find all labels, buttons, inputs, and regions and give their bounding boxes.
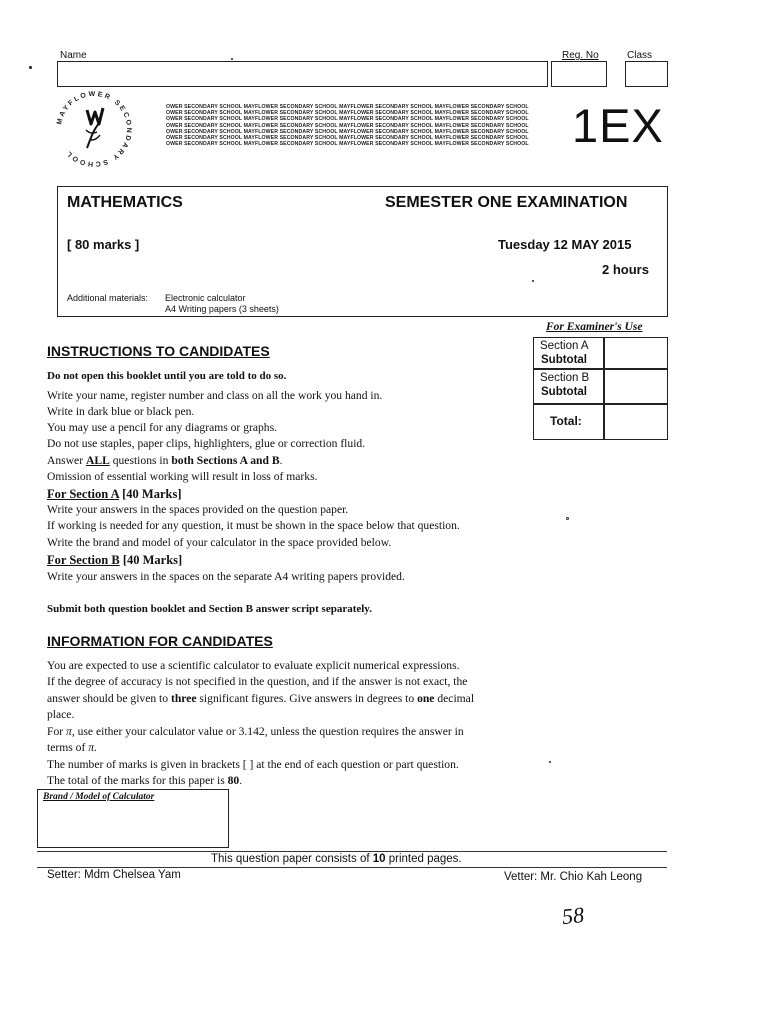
- info-line8-pre: The total of the marks for this paper is: [47, 774, 228, 787]
- instruction-line: Write the brand and model of your calculator in the space provided below.: [47, 536, 392, 549]
- total-marks: [ 80 marks ]: [67, 237, 140, 252]
- instruction-line: Write your answers in the spaces provided on the question paper.: [47, 503, 349, 516]
- materials-item: Electronic calculator: [165, 293, 246, 303]
- info-line5-post: , use either your calculator value or 3.142, unless the question requires the answer in: [71, 725, 464, 738]
- exam-date: Tuesday 12 MAY 2015: [498, 237, 632, 252]
- scan-speck: [566, 517, 569, 520]
- total-label: Total:: [550, 414, 582, 428]
- info-line6-pre: terms of: [47, 741, 89, 754]
- info-three: three: [170, 692, 197, 705]
- scan-speck: [29, 66, 32, 69]
- exam-duration: 2 hours: [602, 262, 649, 277]
- table-row-divider: [533, 403, 668, 405]
- instruction-line: Write your name, register number and class on all the work you hand in.: [47, 389, 383, 402]
- exam-title: SEMESTER ONE EXAMINATION: [385, 194, 628, 211]
- paper-code: 1EX: [572, 99, 664, 152]
- info-line3-pre: answer should be given to: [47, 692, 171, 705]
- watermark-line: OWER SECONDARY SCHOOL MAYFLOWER SECONDARY SCHOOL MAYFLOWER SECONDARY SCHOOL MAYFLOWER SECONDARY SCHOOL: [166, 110, 529, 117]
- section-b-label: Section B: [540, 372, 590, 384]
- answer-mid: questions in: [109, 454, 172, 467]
- answer-all: ALL: [85, 454, 110, 467]
- instruction-line: Write in dark blue or black pen.: [47, 405, 195, 418]
- instruction-first: Do not open this booklet until you are told to do so.: [47, 370, 287, 382]
- section-a-label: Section A: [540, 340, 589, 352]
- regno-field[interactable]: [551, 61, 607, 87]
- info-line6-end: .: [94, 741, 97, 754]
- pi-symbol: π: [88, 741, 95, 754]
- watermark-line: OWER SECONDARY SCHOOL MAYFLOWER SECONDARY SCHOOL MAYFLOWER SECONDARY SCHOOL MAYFLOWER SECONDARY SCHOOL: [166, 141, 529, 148]
- school-crest: [53, 88, 135, 170]
- svg-text:MAYFLOWER SECONDARY SCHOOL: MAYFLOWER SECONDARY SCHOOL: [56, 90, 133, 168]
- section-b-heading: [47, 552, 182, 568]
- name-field[interactable]: [57, 61, 548, 87]
- instruction-answer-all: [47, 453, 282, 469]
- section-a-subtotal: Subtotal: [541, 354, 587, 366]
- instruction-line: Write your answers in the spaces on the separate A4 writing papers provided.: [47, 570, 405, 583]
- section-b-subtotal: Subtotal: [541, 386, 587, 398]
- answer-end: .: [279, 454, 283, 467]
- footer-divider: [37, 867, 667, 868]
- class-label: Class: [627, 50, 653, 61]
- section-b-marks: [40 Marks]: [119, 553, 183, 567]
- info-line: [47, 691, 474, 707]
- page-count-pre: This question paper consists of: [211, 853, 373, 865]
- materials-item: A4 Writing papers (3 sheets): [165, 304, 279, 314]
- information-heading: INFORMATION FOR CANDIDATES: [47, 633, 273, 649]
- regno-label: Reg. No: [562, 50, 599, 61]
- info-line3-end: decimal: [434, 692, 475, 705]
- scan-speck: [549, 761, 551, 763]
- info-line: [47, 724, 464, 740]
- handwritten-score: 58: [560, 901, 586, 930]
- watermark-line: OWER SECONDARY SCHOOL MAYFLOWER SECONDARY SCHOOL MAYFLOWER SECONDARY SCHOOL MAYFLOWER SECONDARY SCHOOL: [166, 128, 529, 135]
- scan-speck: [231, 58, 233, 60]
- answer-pre: Answer: [47, 454, 86, 467]
- section-a-marks: [40 Marks]: [119, 487, 182, 501]
- section-b-heading-text: For Section B: [47, 553, 120, 567]
- watermark-line: OWER SECONDARY SCHOOL MAYFLOWER SECONDARY SCHOOL MAYFLOWER SECONDARY SCHOOL MAYFLOWER SECONDARY SCHOOL: [166, 104, 529, 110]
- info-line: The number of marks is given in brackets [ ] at the end of each question or part question.: [47, 758, 459, 771]
- section-a-heading-text: For Section A: [47, 487, 119, 501]
- scan-speck: [532, 280, 534, 282]
- examiner-title: For Examiner's Use: [546, 321, 643, 333]
- info-one: one: [417, 692, 435, 705]
- table-col-divider: [603, 337, 605, 440]
- page-count-num: 10: [372, 853, 386, 865]
- info-line3-mid: significant figures. Give answers in degrees to: [196, 692, 418, 705]
- watermark-line: OWER SECONDARY SCHOOL MAYFLOWER SECONDARY SCHOOL MAYFLOWER SECONDARY SCHOOL MAYFLOWER SECONDARY SCHOOL: [166, 135, 529, 142]
- subject-title: MATHEMATICS: [67, 194, 183, 211]
- section-a-heading: [47, 486, 182, 502]
- instructions-heading: INSTRUCTIONS TO CANDIDATES: [47, 343, 270, 359]
- pi-symbol: π: [66, 725, 72, 738]
- info-total-marks: 80: [227, 774, 240, 787]
- school-watermark: [166, 104, 529, 147]
- calculator-label: Brand / Model of Calculator: [43, 792, 155, 802]
- vetter: Vetter: Mr. Chio Kah Leong: [504, 871, 643, 883]
- table-row-divider: [533, 368, 668, 370]
- instruction-line: If working is needed for any question, it must be shown in the space below that question.: [47, 519, 460, 532]
- page-count-note: [211, 853, 462, 865]
- materials-label: Additional materials:: [67, 293, 149, 303]
- submit-note: Submit both question booklet and Section B answer script separately.: [47, 603, 372, 615]
- info-line: [47, 773, 242, 789]
- footer-divider: [37, 851, 667, 852]
- page-count-post: printed pages.: [385, 853, 462, 865]
- class-field[interactable]: [625, 61, 668, 87]
- instruction-line: Do not use staples, paper clips, highlighters, glue or correction fluid.: [47, 437, 366, 450]
- watermark-line: OWER SECONDARY SCHOOL MAYFLOWER SECONDARY SCHOOL MAYFLOWER SECONDARY SCHOOL MAYFLOWER SECONDARY SCHOOL: [166, 116, 529, 123]
- instruction-line: You may use a pencil for any diagrams or graphs.: [47, 421, 278, 434]
- name-label: Name: [60, 50, 87, 61]
- watermark-line: OWER SECONDARY SCHOOL MAYFLOWER SECONDARY SCHOOL MAYFLOWER SECONDARY SCHOOL MAYFLOWER SECONDARY SCHOOL: [166, 122, 529, 129]
- instruction-line: Omission of essential working will result in loss of marks.: [47, 470, 318, 483]
- setter: Setter: Mdm Chelsea Yam: [47, 869, 181, 881]
- info-line: place.: [47, 708, 75, 721]
- info-line: [47, 740, 97, 756]
- info-line8-end: .: [239, 774, 243, 787]
- info-line: If the degree of accuracy is not specified in the question, and if the answer is not exact, the: [47, 675, 468, 688]
- answer-sections: both Sections A and B: [171, 454, 280, 467]
- info-line: You are expected to use a scientific calculator to evaluate explicit numerical expressions.: [47, 659, 460, 672]
- info-line5-pre: For: [47, 725, 67, 738]
